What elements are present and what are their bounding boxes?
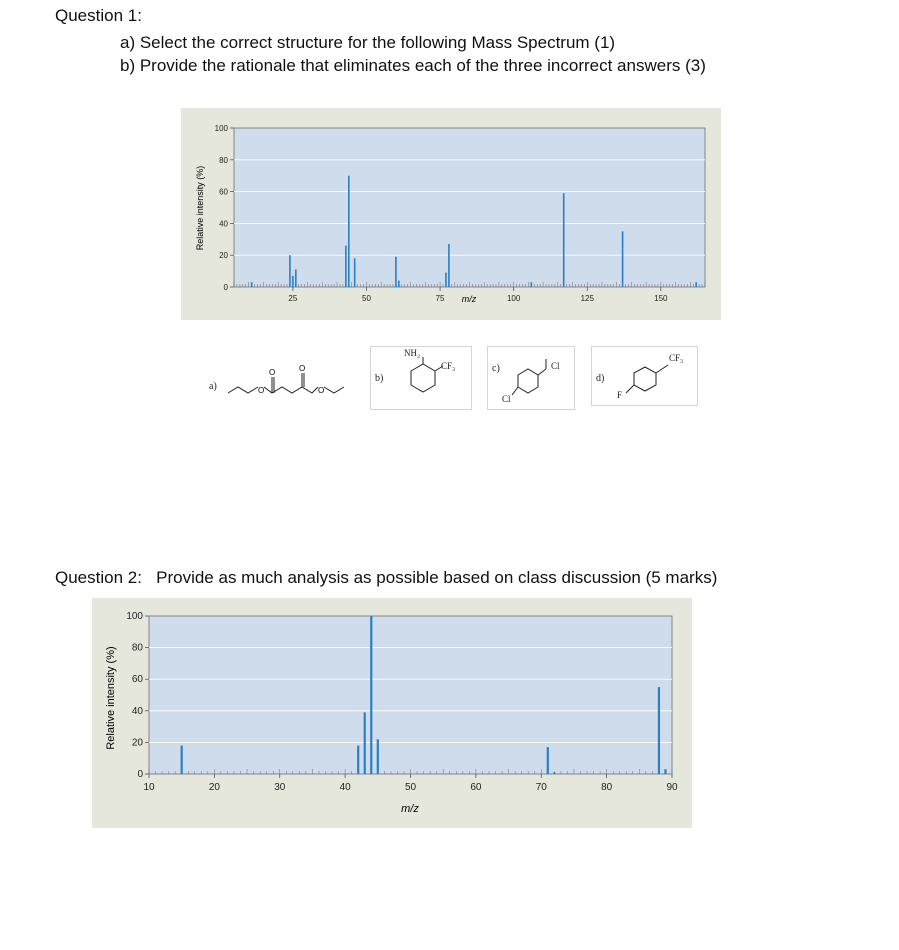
spectrum-peak	[181, 746, 183, 774]
question1-part-a: a) Select the correct structure for the following Mass Spectrum (1)	[120, 33, 616, 52]
x-axis-label: m/z	[461, 294, 477, 304]
spectrum-peak	[354, 258, 356, 287]
x-tick-label: 125	[580, 294, 594, 303]
spectrum-peak	[622, 231, 624, 287]
y-axis-label: Relative intensity (%)	[105, 646, 117, 750]
structure-c-chloro-2: Cl	[502, 394, 511, 404]
structure-c-chloro-1: Cl	[551, 361, 560, 371]
x-tick-label: 20	[208, 782, 220, 793]
spectrum-peak	[695, 282, 697, 287]
mass-spectrum-1-svg	[181, 108, 721, 320]
y-tick-label: 20	[131, 737, 143, 749]
structure-d[interactable]	[591, 346, 698, 406]
question1-part-b: b) Provide the rationale that eliminates each of the three incorrect answers (3)	[120, 56, 706, 75]
question1-title: Question 1:	[55, 6, 142, 25]
y-tick-label: 60	[131, 674, 143, 686]
structure-a[interactable]	[205, 360, 352, 408]
y-tick-label: 80	[219, 155, 228, 165]
spectrum-peak	[658, 687, 660, 774]
question2-heading	[55, 568, 717, 588]
spectrum-peak	[395, 257, 397, 287]
question1-parts	[120, 31, 706, 77]
spectrum-peak	[377, 739, 379, 774]
structure-b-label: b)	[375, 373, 384, 384]
x-tick-label: 25	[288, 294, 298, 303]
spectrum-peak	[295, 270, 297, 287]
spectrum-peak	[364, 712, 366, 774]
y-tick-label: 0	[137, 769, 143, 780]
structure-b[interactable]	[370, 346, 472, 410]
x-tick-label: 90	[666, 782, 678, 793]
spectrum-peak	[357, 746, 359, 774]
benzene-ring-icon	[488, 347, 574, 409]
svg-text:O: O	[318, 386, 325, 395]
diester-skeleton-icon	[206, 361, 351, 407]
x-tick-label: 10	[143, 782, 155, 793]
plot-area	[149, 616, 672, 774]
spectrum-peak	[292, 276, 294, 287]
y-tick-label: 40	[219, 219, 228, 229]
y-tick-label: 0	[223, 283, 228, 292]
structure-c[interactable]	[487, 346, 575, 410]
x-tick-label: 60	[470, 782, 482, 793]
spectrum-peak	[370, 616, 372, 774]
structure-b-amine: NH₂	[404, 348, 421, 358]
spectrum-peak	[348, 176, 350, 287]
plot-area	[234, 128, 705, 287]
benzene-ring-icon	[371, 347, 471, 409]
structure-d-fluoro: F	[617, 390, 623, 400]
x-tick-label: 70	[535, 782, 547, 793]
y-tick-label: 20	[219, 251, 228, 261]
spectrum-peak	[553, 772, 555, 774]
structure-b-cf3: CF₃	[441, 361, 456, 371]
structure-d-cf3: CF₃	[669, 353, 684, 363]
mass-spectrum-2	[92, 598, 692, 828]
spectrum-peak	[547, 747, 549, 774]
y-tick-label: 60	[219, 187, 228, 197]
x-axis-label: m/z	[401, 803, 419, 815]
question2-text: Provide as much analysis as possible based on class discussion (5 marks)	[156, 568, 718, 587]
structure-a-label: a)	[209, 381, 217, 392]
y-tick-label: 100	[214, 124, 228, 133]
spectrum-peak	[398, 281, 400, 287]
spectrum-peak	[345, 246, 347, 287]
structure-d-label: d)	[596, 373, 605, 384]
mass-spectrum-2-svg	[92, 598, 692, 828]
spectrum-peak	[289, 255, 291, 287]
spectrum-peak	[664, 769, 666, 774]
question2-title: Question 2:	[55, 568, 142, 587]
svg-text:O: O	[269, 368, 276, 377]
svg-text:O: O	[258, 386, 265, 395]
y-tick-label: 80	[131, 642, 143, 654]
spectrum-peak	[251, 282, 253, 287]
spectrum-peak	[531, 282, 533, 287]
spectrum-peak	[448, 244, 450, 287]
x-tick-label: 150	[654, 294, 668, 303]
x-tick-label: 80	[601, 782, 613, 793]
spectrum-peak	[445, 273, 447, 287]
svg-text:O: O	[299, 364, 306, 373]
y-axis-label: Relative intensity (%)	[195, 165, 205, 251]
x-tick-label: 100	[506, 294, 521, 303]
x-tick-label: 30	[274, 782, 286, 793]
x-tick-label: 50	[404, 782, 417, 793]
mass-spectrum-1	[181, 108, 721, 320]
y-tick-label: 100	[126, 611, 143, 622]
structure-c-label: c)	[492, 363, 500, 374]
x-tick-label: 50	[362, 294, 371, 303]
x-tick-label: 40	[339, 782, 351, 793]
y-tick-label: 40	[131, 705, 143, 717]
x-tick-label: 75	[435, 294, 445, 303]
spectrum-peak	[563, 193, 565, 287]
